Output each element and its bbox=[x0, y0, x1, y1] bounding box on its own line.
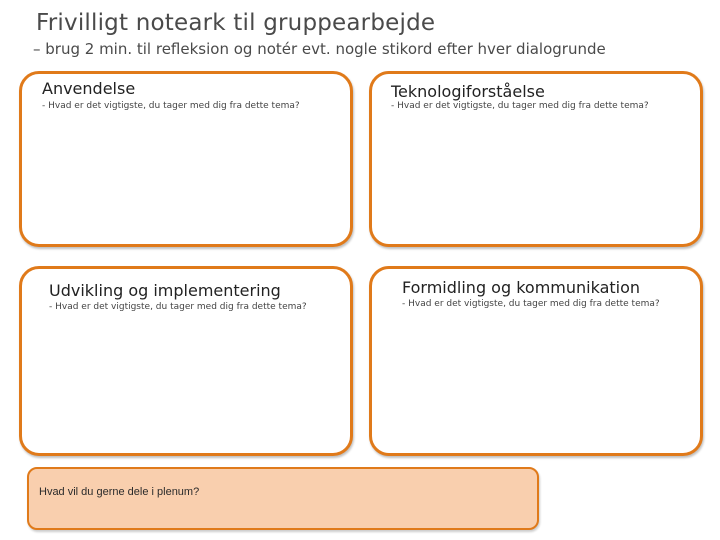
note-box-heading: Formidling og kommunikation bbox=[402, 278, 641, 297]
note-box-prompt: - Hvad er det vigtigste, du tager med dig fra dette tema? bbox=[42, 101, 300, 111]
note-box-udvikling[interactable] bbox=[19, 266, 353, 456]
note-box-heading: Udvikling og implementering bbox=[49, 281, 281, 300]
plenum-box[interactable] bbox=[27, 467, 539, 530]
note-box-teknologiforstaaelse[interactable] bbox=[369, 71, 703, 247]
plenum-label: Hvad vil du gerne dele i plenum? bbox=[39, 486, 200, 498]
note-box-anvendelse[interactable] bbox=[19, 71, 353, 247]
page-subtitle: – brug 2 min. til refleksion og notér evt. nogle stikord efter hver dialogrunde bbox=[33, 40, 606, 58]
page-title: Frivilligt noteark til gruppearbejde bbox=[36, 10, 436, 36]
note-box-prompt: - Hvad er det vigtigste, du tager med dig fra dette tema? bbox=[402, 299, 660, 309]
note-box-formidling[interactable] bbox=[369, 266, 703, 456]
note-box-prompt: - Hvad er det vigtigste, du tager med dig fra dette tema? bbox=[49, 302, 307, 312]
note-box-prompt: - Hvad er det vigtigste, du tager med dig fra dette tema? bbox=[391, 101, 649, 111]
note-box-heading: Teknologiforståelse bbox=[391, 82, 545, 101]
note-box-heading: Anvendelse bbox=[42, 79, 136, 98]
